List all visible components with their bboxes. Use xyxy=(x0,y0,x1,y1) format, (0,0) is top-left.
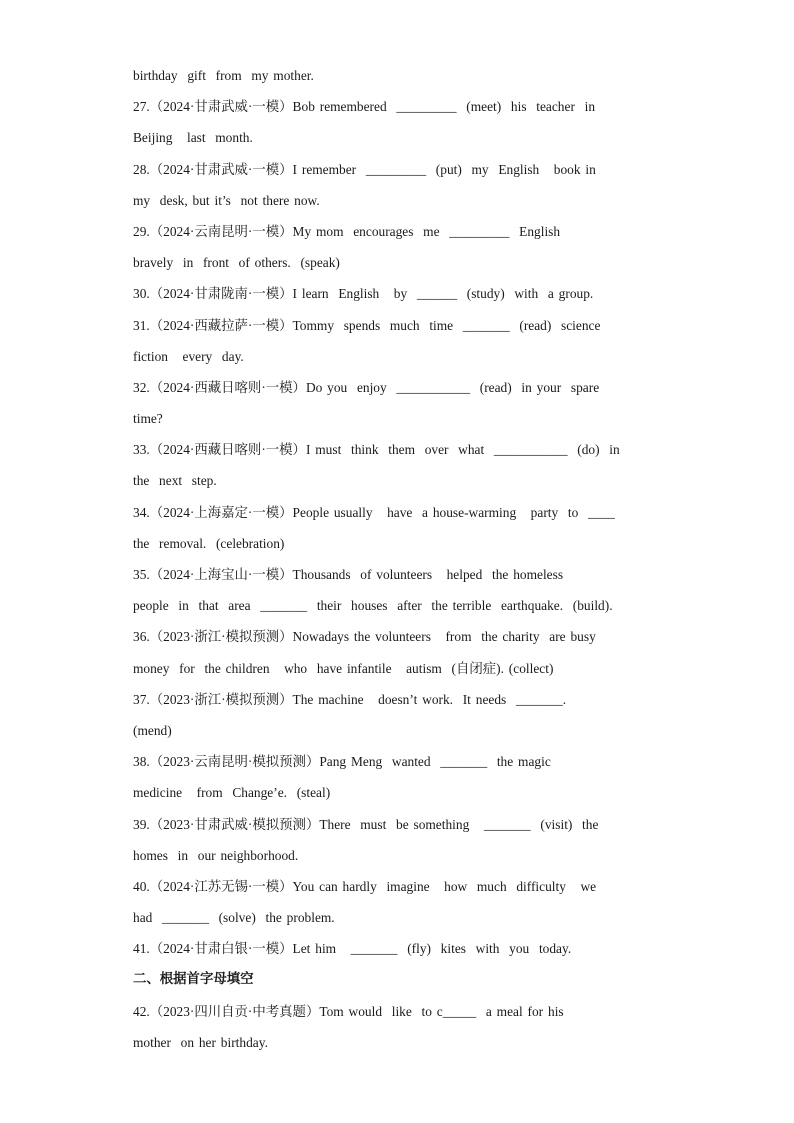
text-line: money for the children who have infantile autism (自闭症). (collect) xyxy=(133,660,554,676)
question-31: 31.（2024·西藏拉萨·一模）Tommy spends much time _______ (read) science xyxy=(133,317,601,333)
text-line: birthday gift from my mother. xyxy=(133,68,314,83)
text-line: people in that area _______ their houses after the terrible earthquake. (build). xyxy=(133,598,613,614)
question-38: 38.（2023·云南昆明·模拟预测）Pang Meng wanted _______ the magic xyxy=(133,754,551,770)
question-41: 41.（2024·甘肃白银·一模）Let him _______ (fly) kites with you today. xyxy=(133,941,572,957)
text-line: my desk, but it’s not there now. xyxy=(133,192,320,208)
text-line: had _______ (solve) the problem. xyxy=(133,910,335,926)
question-37: 37.（2023·浙江·模拟预测）The machine doesn’t work. It needs _______. xyxy=(133,691,567,707)
section-heading: 二、根据首字母填空 xyxy=(133,972,254,988)
question-40: 40.（2024·江苏无锡·一模）You can hardly imagine how much difficulty we xyxy=(133,878,597,894)
document-page xyxy=(133,62,668,1060)
text-line: bravely in front of others. (speak) xyxy=(133,255,340,271)
text-line: mother on her birthday. xyxy=(133,1034,268,1050)
text-line: the next step. xyxy=(133,473,217,489)
text-line: the removal. (celebration) xyxy=(133,535,285,551)
question-29: 29.（2024·云南昆明·一模）My mom encourages me _________ English xyxy=(133,223,561,239)
question-27: 27.（2024·甘肃武威·一模）Bob remembered _________ (meet) his teacher in xyxy=(133,99,596,115)
question-28: 28.（2024·甘肃武威·一模）I remember _________ (put) my English book in xyxy=(133,161,596,177)
text-line: fiction every day. xyxy=(133,348,244,364)
question-42: 42.（2023·四川自贡·中考真题）Tom would like to c_____ a meal for his xyxy=(133,1003,564,1019)
question-34: 34.（2024·上海嘉定·一模）People usually have a house-warming party to ____ xyxy=(133,504,615,520)
text-line: medicine from Change’e. (steal) xyxy=(133,785,331,801)
text-line: homes in our neighborhood. xyxy=(133,847,299,863)
text-line: Beijing last month. xyxy=(133,130,253,146)
text-line: (mend) xyxy=(133,722,172,738)
question-36: 36.（2023·浙江·模拟预测）Nowadays the volunteers from the charity are busy xyxy=(133,629,596,645)
question-30: 30.（2024·甘肃陇南·一模）I learn English by ______ (study) with a group. xyxy=(133,286,594,302)
question-33: 33.（2024·西藏日喀则·一模）I must think them over what ___________ (do) in xyxy=(133,442,620,458)
question-39: 39.（2023·甘肃武威·模拟预测）There must be something _______ (visit) the xyxy=(133,816,599,832)
text-line: time? xyxy=(133,411,163,427)
question-35: 35.（2024·上海宝山·一模）Thousands of volunteers helped the homeless xyxy=(133,567,564,582)
question-32: 32.（2024·西藏日喀则·一模）Do you enjoy ___________ (read) in your spare xyxy=(133,379,600,395)
